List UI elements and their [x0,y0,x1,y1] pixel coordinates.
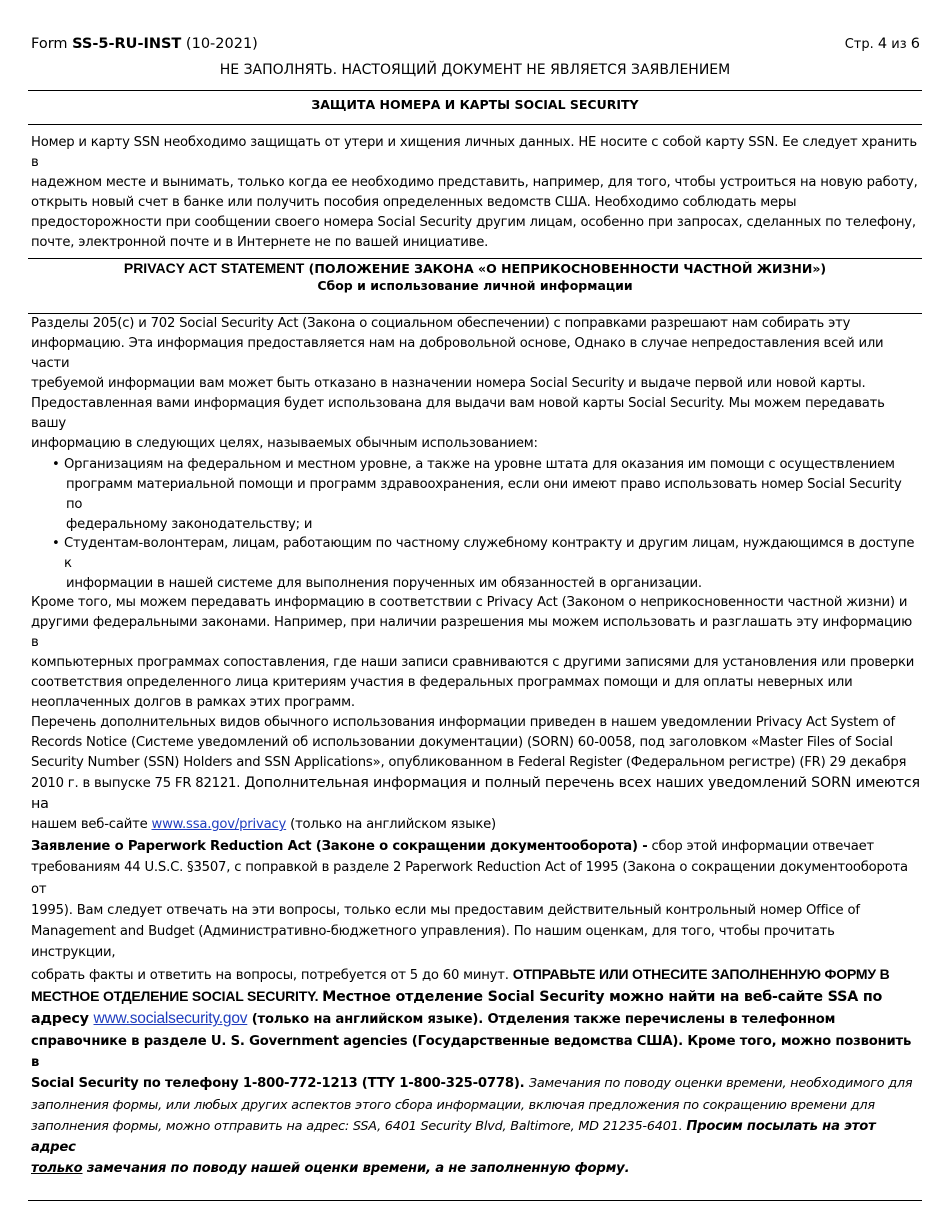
divider [28,90,922,91]
divider [28,258,922,259]
footer-divider [28,1200,922,1201]
divider [28,124,922,125]
page-number: Стр. 4 из 6 [844,36,920,52]
list-item: • Организациям на федеральном и местном уровне, а также на уровне штата для оказания им помощи с осуществлением программ материальной помощи и программ здравоохранения, если они имеют право использовать номер Social Security по федеральному законодательству; и [52,457,902,532]
bullet-icon: • [52,457,60,472]
privacy-act-subtitle: Сбор и использование личной информации [317,278,633,293]
list-item: • Студентам-волонтерам, лицам, работающим по частному служебному контракту и другим лицам, нуждающимся в доступе к информации в нашей системе для выполнения порученных им обязанностей в организации. [52,536,915,591]
privacy-act-title: PRIVACY ACT STATEMENT (ПОЛОЖЕНИЕ ЗАКОНА «О НЕПРИКОСНОВЕННОСТИ ЧАСТНОЙ ЖИЗНИ») [123,260,827,276]
not-application-notice: НЕ ЗАПОЛНЯТЬ. НАСТОЯЩИЙ ДОКУМЕНТ НЕ ЯВЛЯЕТСЯ ЗАЯВЛЕНИЕМ [219,62,731,78]
paperwork-reduction-paragraph: Заявление о Paperwork Reduction Act (Законе о сокращении документооборота) - сбор этой информации отвечает требованиям 44 U.S.C. §3507, с поправкой в разделе 2 Paperwork Reduction Act of 1995 (Закона о сокращении документооборота от 1995). Вам следует отвечать на эти вопросы, только если мы предоставим действительный контрольный номер Office of Management and Budget (Административно-бюджетного управления). По нашим оценкам, для того, чтобы прочитать инструкции, собрать факты и ответить на вопросы, потребуется от 5 до 60 минут. ОТПРАВЬТЕ ИЛИ ОТНЕСИТЕ ЗАПОЛНЕННУЮ ФОРМУ В МЕСТНОЕ ОТДЕЛЕНИЕ SOCIAL SECURITY. Местное отделение Social Security можно найти на веб-сайте SSA по адресу www.socialsecurity.gov (только на английском языке). Отделения также перечислены в телефонном справочнике в разделе U. S. Government agencies (Государственные ведомства США). Кроме того, можно позвонить в Social Security по телефону 1-800-772-1213 (TTY 1-800-325-0778). Замечания по поводу оценки времени, необходимого для заполнения формы, или любых других аспектов этого сбора информации, включая предложения по сокращению времени для заполнения формы, можно отправить на адрес: SSA, 6401 Security Blvd, Baltimore, MD 21235-6401. Просим посылать на этот адрес только замечания по поводу нашей оценки времени, а не заполненную форму. [31,839,913,1177]
protection-section-title: ЗАЩИТА НОМЕРА И КАРТЫ SOCIAL SECURITY [311,97,639,112]
privacy-link[interactable]: www.ssa.gov/privacy [151,817,287,832]
socialsecurity-link[interactable]: www.socialsecurity.gov [93,1010,248,1028]
privacy-paragraph-authority: Разделы 205(c) и 702 Social Security Act (Закона о социальном обеспечении) с поправками разрешают нам собирать эту информацию. Эта информация предоставляется нам на добровольной основе, Однако в случае непредоставления всей или части требуемой информации вам может быть отказано в назначении номера Social Security и выдаче первой или новой карты. [31,316,884,391]
paperwork-heading: Заявление о Paperwork Reduction Act (Законе о сокращении документооборота) - [31,839,648,854]
privacy-paragraph-usage: Предоставленная вами информация будет использована для выдачи вам новой карты Social Security. Мы можем передавать вашу информацию в следующих целях, называемых обычным использованием: [31,396,885,451]
form-id: Form SS-5-RU-INST (10-2021) [31,36,258,52]
bullet-icon: • [52,536,60,551]
protection-paragraph: Номер и карту SSN необходимо защищать от утери и хищения личных данных. НЕ носите с собой карту SSN. Ее следует хранить в надежном месте и вынимать, только когда ее необходимо представить, например, для того, чтобы устроиться на новую работу, открыть новый счет в банке или получить пособия определенных ведомств США. Необходимо соблюдать меры предосторожности при сообщении своего номера Social Security другим лицам, особенно при запросах, сделанных по телефону, почте, электронной почте и в Интернете не по вашей инициативе. [31,135,918,250]
privacy-paragraph-matching: Кроме того, мы можем передавать информацию в соответствии с Privacy Act (Законом о неприкосновенности частной жизни) и другими федеральными законами. Например, при наличии разрешения мы можем использовать и разглашать эту информацию в компьютерных программах сопоставления, где наши записи сравниваются с другими записями для установления или проверки соответствия определенного лица критериям участия в федеральных программах помощи и для оплаты неверных или неоплаченных долгов в рамках этих программ. [31,595,915,710]
privacy-paragraph-sorn: Перечень дополнительных видов обычного использования информации приведен в нашем уведомлении Privacy Act System of Records Notice (Системе уведомлений об использовании документации) (SORN) 60-0058, под заголовком «Master Files of Social Security Number (SSN) Holders and SSN Applications», опубликованном в Federal Register (Федеральном регистре) (FR) 29 декабря 2010 г. в выпуске 75 FR 82121. Дополнительная информация и полный перечень всех наших уведомлений SORN имеются на нашем веб-сайте www.ssa.gov/privacy (только на английском языке) [31,715,920,832]
